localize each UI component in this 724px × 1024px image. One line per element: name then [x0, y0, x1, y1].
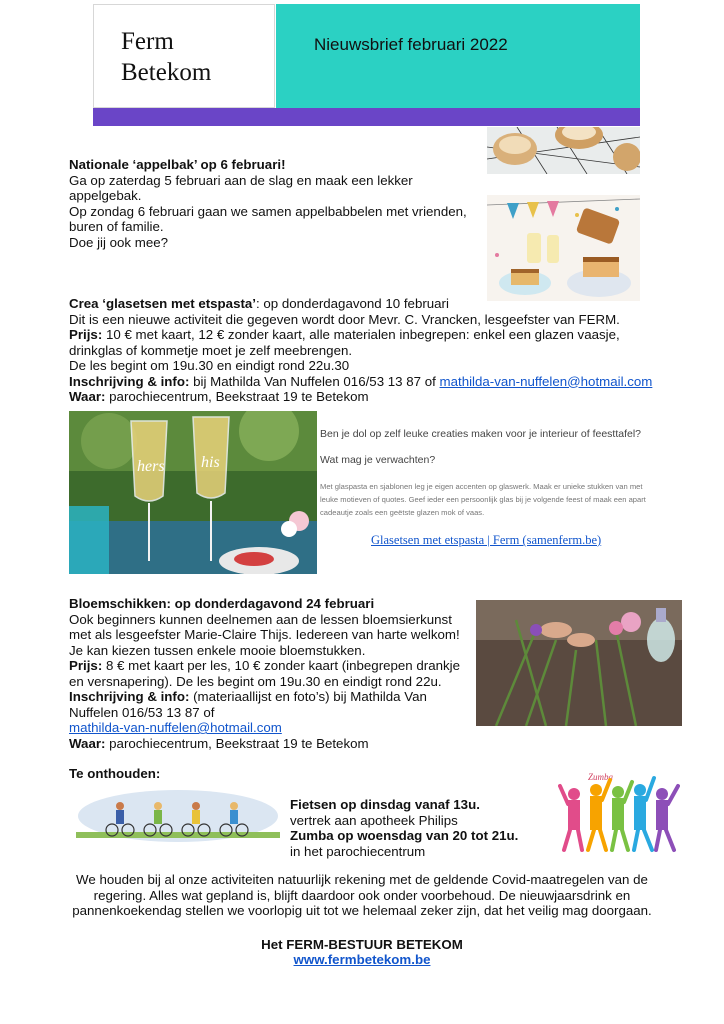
bloemschikken-section	[69, 596, 479, 751]
glass-engraving-hers: hers	[137, 458, 165, 475]
header-banner	[276, 4, 640, 108]
bloemschikken-signup	[69, 689, 479, 705]
promo-question: Ben je dol op zelf leuke creaties maken voor je interieur of feesttafel?	[320, 428, 642, 440]
appelbak-heading: Nationale ‘appelbak’ op 6 februari!	[69, 157, 286, 172]
board-signature: Het FERM-BESTUUR BETEKOM	[261, 937, 463, 952]
notice-line: pannenkoekendag stellen we voorlopig uit tot we helemaal zeker zijn, dat het veilig mag doorgaan.	[72, 903, 652, 918]
glasetsen-heading-date: : op donderdagavond 10 februari	[255, 296, 449, 311]
bloemschikken-line: Je kan kiezen tussen enkele mooie bloemstukken.	[69, 642, 366, 658]
bloemschikken-price	[69, 658, 479, 674]
appelbak-line: Op zondag 6 februari gaan we samen appelbabbelen met vrienden,	[69, 203, 467, 219]
org-line-1: Ferm	[121, 28, 174, 55]
remember-heading: Te onthouden:	[69, 766, 161, 781]
glasetsen-promo	[320, 427, 715, 443]
where-label: Waar:	[69, 735, 106, 751]
org-line-2: Betekom	[121, 59, 212, 86]
where-text: parochiecentrum, Beekstraat 19 te Betekom	[105, 389, 369, 404]
bloemschikken-line: met als lesgeefster Marie-Claire Thijs. Iedereen van harte welkom!	[69, 627, 460, 642]
glasetsen-heading-bold: Crea ‘glasetsen met etspasta’	[69, 296, 256, 311]
champagne-glasses-photo	[69, 411, 317, 574]
website-link[interactable]: www.fermbetekom.be	[293, 952, 431, 967]
flower-arranging-photo	[476, 600, 682, 726]
newsletter-title: Nieuwsbrief februari 2022	[314, 35, 508, 54]
covid-notice	[62, 872, 662, 919]
zumba-illustration	[558, 768, 680, 854]
signup-text: bij Mathilda Van Nuffelen 016/53 13 87 of	[189, 373, 440, 389]
signup-label: Inschrijving & info:	[69, 373, 190, 389]
zumba-location-text: in het parochiecentrum	[290, 843, 426, 859]
price-label: Prijs:	[69, 327, 103, 342]
cake-party-photo	[487, 195, 640, 301]
fietsen-text: Fietsen op dinsdag vanaf 13u.	[290, 797, 480, 812]
price-label: Prijs:	[69, 658, 103, 673]
bloemschikken-signup-2: Nuffelen 016/53 13 87 of	[69, 704, 215, 720]
notice-line: regering. Alles wat gepland is, blijft daardoor ook onder voorbehoud. De nieuwjaarsdrink en	[93, 887, 631, 903]
appelbak-line: Ga op zaterdag 5 februari aan de slag en maak een lekker	[69, 172, 413, 188]
promo-body-line: cadeautje zoals een geëtste glazen mok of vaas.	[320, 508, 485, 517]
appelbak-line: appelgebak.	[69, 188, 142, 203]
bloemschikken-heading: Bloemschikken: op donderdagavond 24 februari	[69, 596, 375, 611]
appelbak-line: buren of familie.	[69, 219, 164, 234]
appelbak-section	[69, 157, 479, 250]
where-label: Waar:	[69, 389, 106, 404]
glasetsen-price-2: drinkglas of kommetje moet je zelf meebrengen.	[69, 342, 353, 358]
notice-line: We houden bij al onze activiteiten natuurlijk rekening met de geldende Covid-maatregelen van de	[76, 872, 648, 887]
website-wrap	[62, 952, 662, 968]
samenferm-link[interactable]: Glasetsen met etspasta | Ferm (samenferm.be)	[371, 533, 602, 547]
promo-body-line: leuke motieven of quotes. Geef ieder een persoonlijk glas bij je volgende feest of maak een apart	[320, 495, 646, 504]
where-text: parochiecentrum, Beekstraat 19 te Betekom	[105, 735, 369, 751]
bloemschikken-line: Ook beginners kunnen deelnemen aan de lessen bloemsierkunst	[69, 611, 452, 627]
glasetsen-intro: Dit is een nieuwe activiteit die gegeven wordt door Mevr. C. Vrancken, lesgeefster van FERM.	[69, 311, 620, 327]
glasetsen-section	[69, 296, 709, 405]
org-logo-text	[121, 26, 211, 88]
bloemschikken-price-2: en versnapering). De les begint om 19u.30 en eindigt rond 22u.	[69, 673, 442, 689]
glasetsen-heading	[69, 296, 709, 312]
cyclists-illustration	[76, 786, 280, 844]
glass-engraving-his: his	[201, 454, 220, 471]
signup-text: (materiaallijst en foto’s) bij Mathilda Van	[189, 689, 427, 704]
price-text: 8 € met kaart per les, 10 € zonder kaart (inbegrepen drankje	[102, 658, 461, 673]
promo-body	[320, 480, 715, 519]
muffin-photo	[487, 127, 640, 174]
email-link[interactable]: mathilda-van-nuffelen@hotmail.com	[439, 373, 653, 389]
zumba-text: Zumba op woensdag van 20 tot 21u.	[290, 828, 519, 843]
email-link[interactable]: mathilda-van-nuffelen@hotmail.com	[69, 720, 282, 735]
price-text: 10 € met kaart, 12 € zonder kaart, alle materialen inbegrepen: enkel een glazen vaasje,	[102, 327, 620, 342]
glasetsen-signup	[69, 374, 709, 390]
bloemschikken-where	[69, 736, 479, 752]
zumba-logo-text: Zumba	[588, 772, 614, 782]
activities-list	[290, 797, 518, 859]
promo-body-line: Met glaspasta en sjablonen leg je eigen accenten op glaswerk. Maak er unieke stukken van met	[320, 482, 643, 491]
header-purple-bar	[93, 108, 640, 126]
glasetsen-price	[69, 327, 709, 343]
glasetsen-time: De les begint om 19u.30 en eindigt rond 22u.30	[69, 358, 350, 373]
appelbak-line: Doe jij ook mee?	[69, 234, 169, 250]
signup-label: Inschrijving & info:	[69, 689, 190, 704]
vertrek-text: vertrek aan apotheek Philips	[290, 812, 458, 828]
glasetsen-where	[69, 389, 709, 405]
promo-subheading: Wat mag je verwachten?	[320, 454, 436, 466]
